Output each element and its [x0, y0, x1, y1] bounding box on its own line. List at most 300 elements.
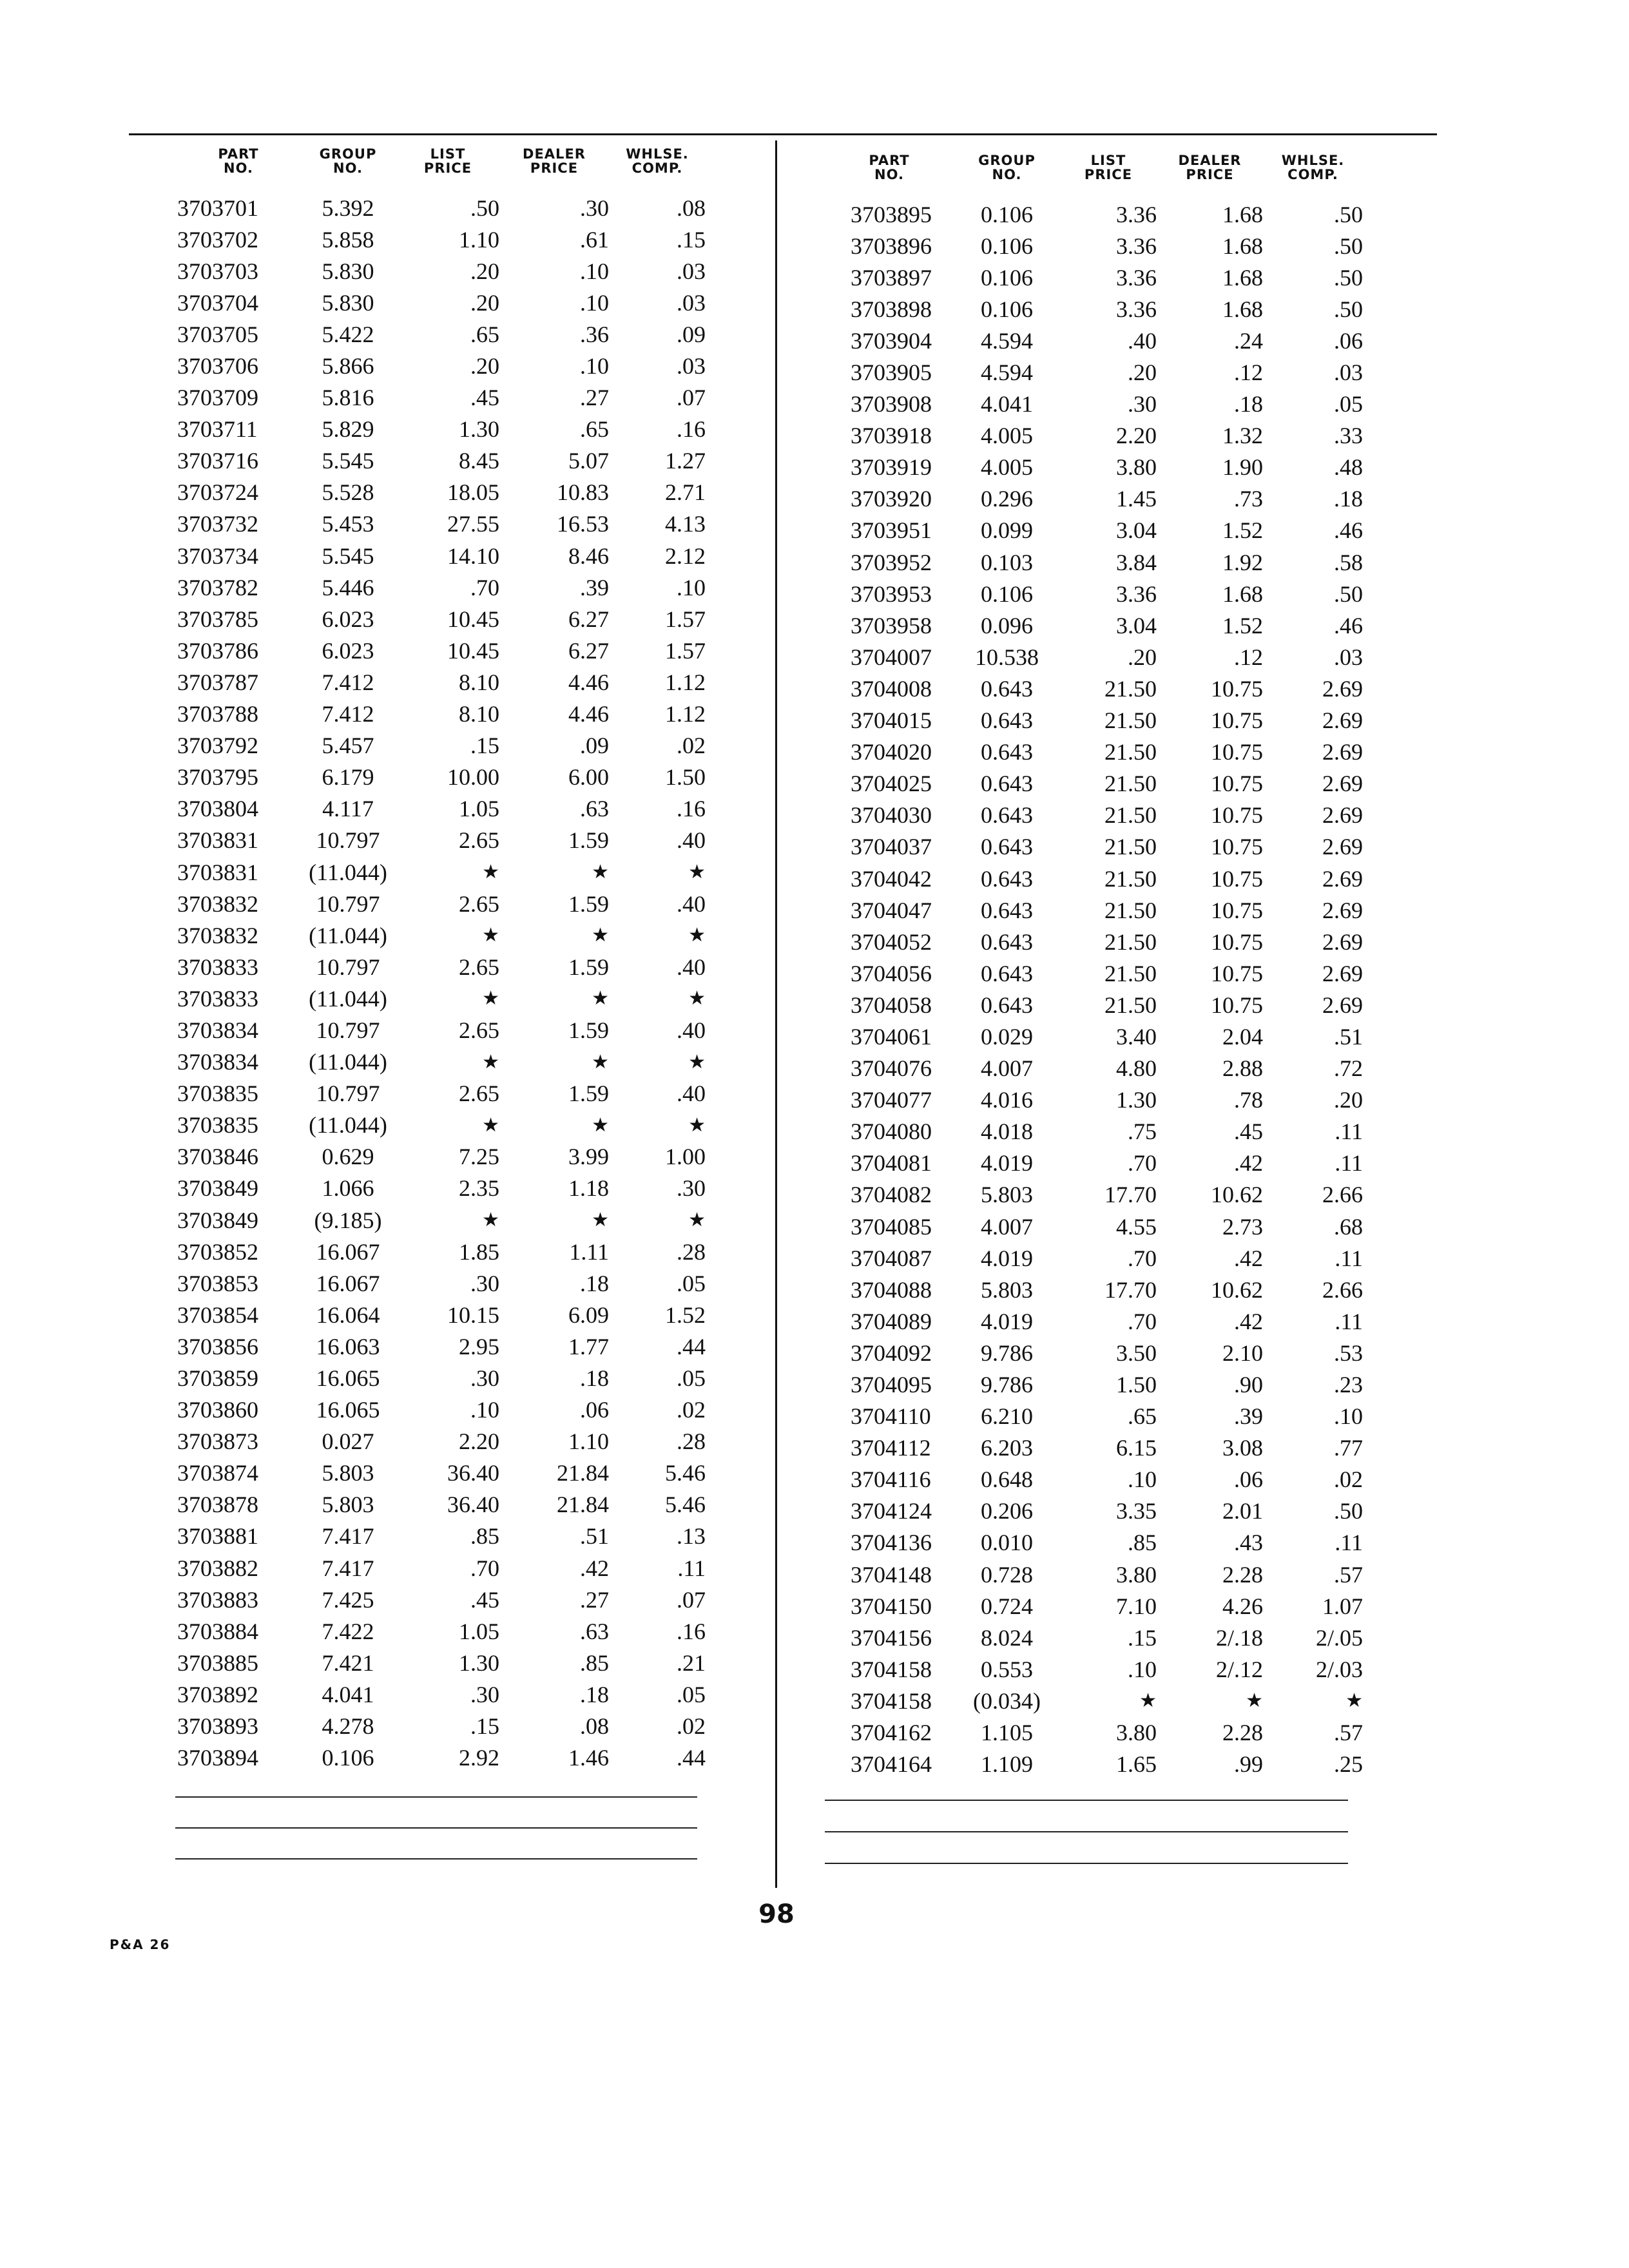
list-price-cell: 4.80: [1116, 1055, 1157, 1082]
whlse-comp-cell: .07: [677, 385, 706, 411]
part-no-cell: 3703883: [177, 1586, 258, 1613]
list-price-cell: .65: [1128, 1403, 1157, 1430]
whlse-comp-cell: .03: [1334, 360, 1363, 386]
dealer-price-cell: 2.73: [1222, 1213, 1263, 1240]
table-row: [177, 1426, 718, 1457]
table-row: [825, 578, 1373, 610]
table-row: [825, 831, 1373, 863]
whlse-comp-cell: .11: [1335, 1119, 1363, 1145]
part-no-cell: 3704020: [851, 739, 932, 765]
right-table-body: [825, 198, 1373, 1780]
table-row: [177, 1014, 718, 1046]
dealer-price-cell: .18: [580, 1270, 609, 1296]
part-no-cell: 3704136: [851, 1530, 932, 1556]
table-row: [825, 1527, 1373, 1559]
table-row: [177, 572, 718, 603]
table-row: [825, 705, 1373, 736]
list-price-cell: 1.30: [459, 1649, 499, 1676]
whlse-comp-cell: 1.12: [665, 701, 706, 727]
part-no-cell: 3703951: [851, 517, 932, 544]
list-price-cell: 21.50: [1104, 928, 1157, 955]
group-no-cell: 4.019: [981, 1150, 1033, 1177]
list-price-cell: .40: [1128, 327, 1157, 354]
list-price-cell: 21.50: [1104, 739, 1157, 765]
dealer-price-cell: .65: [580, 416, 609, 443]
list-price-cell: 4.55: [1116, 1213, 1157, 1240]
group-no-cell: 5.392: [322, 195, 374, 221]
group-no-cell: 5.545: [322, 448, 374, 474]
table-row: [825, 546, 1373, 578]
group-no-cell: 10.538: [975, 644, 1039, 670]
group-no-cell: 0.643: [981, 707, 1033, 734]
table-row: [825, 1495, 1373, 1527]
part-no-cell: 3703846: [177, 1144, 258, 1170]
dealer-price-cell: .42: [1234, 1245, 1263, 1271]
list-price-cell: 3.80: [1116, 454, 1157, 481]
group-no-cell: 6.210: [981, 1403, 1033, 1430]
part-no-cell: 3703849: [177, 1175, 258, 1202]
group-no-cell: 0.010: [981, 1530, 1033, 1556]
whlse-comp-cell: 2.66: [1322, 1182, 1363, 1208]
group-no-cell: 4.041: [981, 391, 1033, 418]
table-row: [825, 293, 1373, 325]
part-no-cell: 3704061: [851, 1023, 932, 1050]
part-no-cell: 3703882: [177, 1555, 258, 1581]
group-no-cell: 4.019: [981, 1308, 1033, 1334]
dealer-price-cell: 1.92: [1222, 549, 1263, 575]
whlse-comp-cell: .03: [677, 289, 706, 316]
group-no-cell: 16.067: [316, 1270, 380, 1296]
table-row: [177, 666, 718, 698]
part-no-cell: 3704030: [851, 802, 932, 829]
dealer-price-cell: 1.68: [1222, 581, 1263, 607]
list-price-cell: 18.05: [447, 479, 499, 506]
dealer-price-cell: ★: [592, 925, 609, 947]
group-no-cell: 1.066: [322, 1175, 374, 1202]
table-row: [825, 389, 1373, 420]
list-price-cell: .65: [470, 321, 499, 347]
dealer-price-cell: 2/.18: [1215, 1624, 1263, 1651]
table-row: [177, 382, 718, 414]
header-list-price: LIST PRICE: [1084, 153, 1133, 182]
dealer-price-cell: 2/.12: [1215, 1656, 1263, 1682]
dealer-price-cell: .39: [1234, 1403, 1263, 1430]
group-no-cell: (0.034): [973, 1687, 1041, 1714]
table-row: [825, 1653, 1373, 1685]
table-row: [825, 610, 1373, 641]
group-no-cell: 4.007: [981, 1213, 1033, 1240]
table-row: [177, 825, 718, 856]
group-no-cell: (11.044): [309, 985, 387, 1012]
part-no-cell: 3703709: [177, 385, 258, 411]
dealer-price-cell: .90: [1234, 1372, 1263, 1398]
table-row: [177, 350, 718, 381]
dealer-price-cell: 2.04: [1222, 1023, 1263, 1050]
dealer-price-cell: 1.68: [1222, 201, 1263, 227]
list-price-cell: 8.45: [459, 448, 499, 474]
group-no-cell: 7.412: [322, 669, 374, 695]
dealer-price-cell: 10.75: [1211, 992, 1263, 1018]
list-price-cell: 21.50: [1104, 992, 1157, 1018]
list-price-cell: 2.35: [459, 1175, 499, 1202]
list-price-cell: 3.36: [1116, 233, 1157, 259]
whlse-comp-cell: 2.71: [665, 479, 706, 506]
table-row: [825, 1211, 1373, 1242]
group-no-cell: 0.643: [981, 992, 1033, 1018]
table-row: [825, 768, 1373, 800]
table-row: [825, 325, 1373, 356]
table-row: [825, 1432, 1373, 1464]
whlse-comp-cell: .10: [1334, 1403, 1363, 1430]
part-no-cell: 3704095: [851, 1372, 932, 1398]
group-no-cell: 7.421: [322, 1649, 374, 1676]
group-no-cell: 0.643: [981, 928, 1033, 955]
group-no-cell: 0.296: [981, 486, 1033, 512]
list-price-cell: ★: [482, 925, 499, 947]
table-row: [177, 477, 718, 508]
dealer-price-cell: 10.75: [1211, 897, 1263, 923]
table-row: [825, 1242, 1373, 1274]
group-no-cell: 8.024: [981, 1624, 1033, 1651]
part-no-cell: 3703787: [177, 669, 258, 695]
list-price-cell: 17.70: [1104, 1182, 1157, 1208]
part-no-cell: 3704089: [851, 1308, 932, 1334]
table-row: [177, 1078, 718, 1110]
part-no-cell: 3703852: [177, 1238, 258, 1265]
group-no-cell: 10.797: [316, 1017, 380, 1043]
table-row: [177, 888, 718, 919]
dealer-price-cell: .42: [1234, 1308, 1263, 1334]
whlse-comp-cell: .40: [677, 827, 706, 854]
top-rule: [129, 133, 1437, 135]
list-price-cell: .45: [470, 1586, 499, 1613]
table-row: [825, 926, 1373, 957]
group-no-cell: 10.797: [316, 954, 380, 980]
whlse-comp-cell: .03: [1334, 644, 1363, 670]
dealer-price-cell: .18: [580, 1681, 609, 1707]
whlse-comp-cell: .33: [1334, 423, 1363, 449]
list-price-cell: 10.45: [447, 637, 499, 664]
part-no-cell: 3703895: [851, 201, 932, 227]
list-price-cell: 1.30: [459, 416, 499, 443]
table-row: [825, 1337, 1373, 1369]
group-no-cell: 0.029: [981, 1023, 1033, 1050]
table-row: [825, 262, 1373, 293]
whlse-comp-cell: .50: [1334, 201, 1363, 227]
group-no-cell: 7.425: [322, 1586, 374, 1613]
whlse-comp-cell: .15: [677, 226, 706, 253]
dealer-price-cell: .06: [580, 1397, 609, 1423]
group-no-cell: 16.065: [316, 1365, 380, 1392]
table-row: [177, 762, 718, 793]
whlse-comp-cell: 2.69: [1322, 802, 1363, 829]
group-no-cell: (11.044): [309, 922, 387, 948]
dealer-price-cell: 1.10: [568, 1428, 609, 1455]
group-no-cell: 0.103: [981, 549, 1033, 575]
dealer-price-cell: 1.68: [1222, 233, 1263, 259]
list-price-cell: 7.25: [459, 1144, 499, 1170]
list-price-cell: .10: [1128, 1656, 1157, 1682]
group-no-cell: 5.858: [322, 226, 374, 253]
header-group-no: GROUP NO.: [319, 146, 377, 176]
header-list-price: LIST PRICE: [423, 146, 472, 176]
table-row: [825, 483, 1373, 515]
dealer-price-cell: ★: [592, 1114, 609, 1136]
whlse-comp-cell: ★: [688, 1209, 706, 1231]
table-row: [825, 1749, 1373, 1780]
dealer-price-cell: 2.10: [1222, 1340, 1263, 1366]
part-no-cell: 3703833: [177, 954, 258, 980]
whlse-comp-cell: .46: [1334, 517, 1363, 544]
list-price-cell: 1.05: [459, 1618, 499, 1644]
dealer-price-cell: 21.84: [557, 1492, 609, 1518]
part-no-cell: 3704164: [851, 1751, 932, 1778]
list-price-cell: 2.65: [459, 1017, 499, 1043]
dealer-price-cell: 2.28: [1222, 1720, 1263, 1746]
whlse-comp-cell: 2.69: [1322, 897, 1363, 923]
table-row: [825, 1305, 1373, 1337]
table-row: [177, 1647, 718, 1678]
list-price-cell: 3.35: [1116, 1498, 1157, 1524]
table-row: [177, 287, 718, 318]
whlse-comp-cell: .16: [677, 1618, 706, 1644]
table-row: [825, 1717, 1373, 1749]
group-no-cell: 16.065: [316, 1397, 380, 1423]
whlse-comp-cell: .03: [677, 258, 706, 284]
dealer-price-cell: ★: [592, 988, 609, 1010]
table-row: [177, 919, 718, 951]
table-row: [177, 1267, 718, 1299]
group-no-cell: 5.803: [322, 1460, 374, 1486]
list-price-cell: 2.65: [459, 827, 499, 854]
part-no-cell: 3704124: [851, 1498, 932, 1524]
list-price-cell: .70: [470, 1555, 499, 1581]
whlse-comp-cell: .68: [1334, 1213, 1363, 1240]
table-row: [177, 1457, 718, 1489]
part-no-cell: 3704110: [851, 1403, 931, 1430]
whlse-comp-cell: .11: [1335, 1308, 1363, 1334]
list-price-cell: .85: [1128, 1530, 1157, 1556]
whlse-comp-cell: .48: [1334, 454, 1363, 481]
table-row: [177, 1489, 718, 1521]
list-price-cell: 1.85: [459, 1238, 499, 1265]
dealer-price-cell: 4.26: [1222, 1593, 1263, 1619]
group-no-cell: 4.005: [981, 454, 1033, 481]
whlse-comp-cell: .40: [677, 1017, 706, 1043]
dealer-price-cell: 4.46: [568, 701, 609, 727]
dealer-price-cell: .43: [1234, 1530, 1263, 1556]
part-no-cell: 3703834: [177, 1017, 258, 1043]
table-row: [177, 1236, 718, 1267]
part-no-cell: 3704025: [851, 771, 932, 797]
part-no-cell: 3703832: [177, 890, 258, 917]
part-no-cell: 3703905: [851, 360, 932, 386]
dealer-price-cell: .18: [580, 1365, 609, 1392]
list-price-cell: 36.40: [447, 1460, 499, 1486]
table-row: [825, 198, 1373, 230]
part-no-cell: 3704112: [851, 1435, 931, 1461]
part-no-cell: 3704148: [851, 1561, 932, 1588]
dealer-price-cell: 1.77: [568, 1333, 609, 1360]
table-row: [177, 508, 718, 540]
dealer-price-cell: .85: [580, 1649, 609, 1676]
table-row: [825, 1084, 1373, 1116]
table-row: [825, 641, 1373, 673]
table-row: [825, 1559, 1373, 1590]
group-no-cell: 6.023: [322, 606, 374, 632]
whlse-comp-cell: 2.69: [1322, 928, 1363, 955]
whlse-comp-cell: .02: [677, 1397, 706, 1423]
list-price-cell: 3.36: [1116, 296, 1157, 322]
whlse-comp-cell: ★: [688, 1051, 706, 1073]
table-row: [825, 1685, 1373, 1716]
blank-entry-line: [175, 1827, 697, 1829]
table-row: [825, 1401, 1373, 1432]
dealer-price-cell: 10.75: [1211, 675, 1263, 702]
group-no-cell: 10.797: [316, 890, 380, 917]
group-no-cell: 0.206: [981, 1498, 1033, 1524]
group-no-cell: 0.724: [981, 1593, 1033, 1619]
part-no-cell: 3704150: [851, 1593, 932, 1619]
dealer-price-cell: .27: [580, 385, 609, 411]
table-row: [177, 856, 718, 888]
whlse-comp-cell: 5.46: [665, 1492, 706, 1518]
part-no-cell: 3703854: [177, 1302, 258, 1328]
group-no-cell: 0.728: [981, 1561, 1033, 1588]
group-no-cell: 0.106: [981, 201, 1033, 227]
table-row: [177, 1711, 718, 1742]
table-row: [177, 1046, 718, 1078]
whlse-comp-cell: .40: [677, 890, 706, 917]
list-price-cell: 10.15: [447, 1302, 499, 1328]
list-price-cell: 3.50: [1116, 1340, 1157, 1366]
group-no-cell: 0.106: [981, 264, 1033, 291]
dealer-price-cell: 10.75: [1211, 865, 1263, 892]
whlse-comp-cell: .28: [677, 1428, 706, 1455]
whlse-comp-cell: 2/.05: [1315, 1624, 1363, 1651]
table-row: [825, 1464, 1373, 1495]
part-no-cell: 3703702: [177, 226, 258, 253]
list-price-cell: .30: [470, 1365, 499, 1392]
group-no-cell: 10.797: [316, 827, 380, 854]
group-no-cell: 0.027: [322, 1428, 374, 1455]
whlse-comp-cell: .77: [1334, 1435, 1363, 1461]
table-row: [177, 1742, 718, 1774]
table-row: [177, 1521, 718, 1552]
table-row: [825, 1053, 1373, 1084]
column-divider: [775, 140, 777, 1888]
table-row: [825, 515, 1373, 546]
list-price-cell: 8.10: [459, 669, 499, 695]
list-price-cell: 21.50: [1104, 675, 1157, 702]
group-no-cell: 5.803: [981, 1276, 1033, 1303]
list-price-cell: .20: [470, 258, 499, 284]
group-no-cell: 4.007: [981, 1055, 1033, 1082]
part-no-cell: 3703849: [177, 1207, 258, 1233]
dealer-price-cell: .61: [580, 226, 609, 253]
table-row: [177, 635, 718, 666]
part-no-cell: 3704087: [851, 1245, 932, 1271]
list-price-cell: 3.36: [1116, 201, 1157, 227]
table-row: [177, 1173, 718, 1204]
whlse-comp-cell: .25: [1334, 1751, 1363, 1778]
header-dealer-price: DEALER PRICE: [1178, 153, 1242, 182]
group-no-cell: 0.643: [981, 802, 1033, 829]
part-no-cell: 3703894: [177, 1745, 258, 1771]
dealer-price-cell: 1.59: [568, 1017, 609, 1043]
list-price-cell: .20: [470, 289, 499, 316]
whlse-comp-cell: 2.69: [1322, 771, 1363, 797]
list-price-cell: 1.30: [1116, 1087, 1157, 1113]
part-no-cell: 3704092: [851, 1340, 932, 1366]
list-price-cell: .30: [1128, 391, 1157, 418]
group-no-cell: 5.545: [322, 543, 374, 569]
dealer-price-cell: .63: [580, 796, 609, 822]
group-no-cell: 4.018: [981, 1119, 1033, 1145]
part-no-cell: 3703835: [177, 1112, 258, 1139]
whlse-comp-cell: 2.12: [665, 543, 706, 569]
whlse-comp-cell: .50: [1334, 1498, 1363, 1524]
list-price-cell: .70: [470, 574, 499, 601]
table-row: [177, 445, 718, 477]
list-price-cell: 3.80: [1116, 1561, 1157, 1588]
left-table-body: [177, 192, 718, 1774]
whlse-comp-cell: .05: [1334, 391, 1363, 418]
part-no-cell: 3703881: [177, 1523, 258, 1550]
whlse-comp-cell: .57: [1334, 1561, 1363, 1588]
table-row: [177, 255, 718, 287]
header-whlse-comp: WHLSE. COMP.: [1281, 153, 1345, 182]
dealer-price-cell: 1.68: [1222, 296, 1263, 322]
whlse-comp-cell: 4.13: [665, 511, 706, 537]
group-no-cell: 0.643: [981, 897, 1033, 923]
list-price-cell: 17.70: [1104, 1276, 1157, 1303]
dealer-price-cell: 1.59: [568, 890, 609, 917]
list-price-cell: 1.45: [1116, 486, 1157, 512]
part-no-cell: 3703873: [177, 1428, 258, 1455]
list-price-cell: 21.50: [1104, 865, 1157, 892]
whlse-comp-cell: .21: [677, 1649, 706, 1676]
list-price-cell: 21.50: [1104, 771, 1157, 797]
part-no-cell: 3703952: [851, 549, 932, 575]
list-price-cell: 2.20: [1116, 423, 1157, 449]
whlse-comp-cell: .02: [1334, 1466, 1363, 1493]
part-no-cell: 3703732: [177, 511, 258, 537]
part-no-cell: 3703804: [177, 796, 258, 822]
part-no-cell: 3703785: [177, 606, 258, 632]
whlse-comp-cell: .50: [1334, 296, 1363, 322]
table-row: [825, 1369, 1373, 1400]
dealer-price-cell: .45: [1234, 1119, 1263, 1145]
list-price-cell: ★: [482, 1114, 499, 1136]
whlse-comp-cell: .40: [677, 1081, 706, 1107]
group-no-cell: (11.044): [309, 1112, 387, 1139]
left-table-header: [177, 147, 718, 187]
table-row: [825, 800, 1373, 831]
part-no-cell: 3703908: [851, 391, 932, 418]
group-no-cell: 5.816: [322, 385, 374, 411]
group-no-cell: 0.643: [981, 960, 1033, 986]
group-no-cell: 0.106: [322, 1745, 374, 1771]
header-group-no: GROUP NO.: [978, 153, 1036, 182]
dealer-price-cell: ★: [592, 1209, 609, 1231]
dealer-price-cell: .10: [580, 289, 609, 316]
part-no-cell: 3703856: [177, 1333, 258, 1360]
part-no-cell: 3703704: [177, 289, 258, 316]
whlse-comp-cell: 1.27: [665, 448, 706, 474]
table-row: [177, 1299, 718, 1331]
dealer-price-cell: 10.83: [557, 479, 609, 506]
